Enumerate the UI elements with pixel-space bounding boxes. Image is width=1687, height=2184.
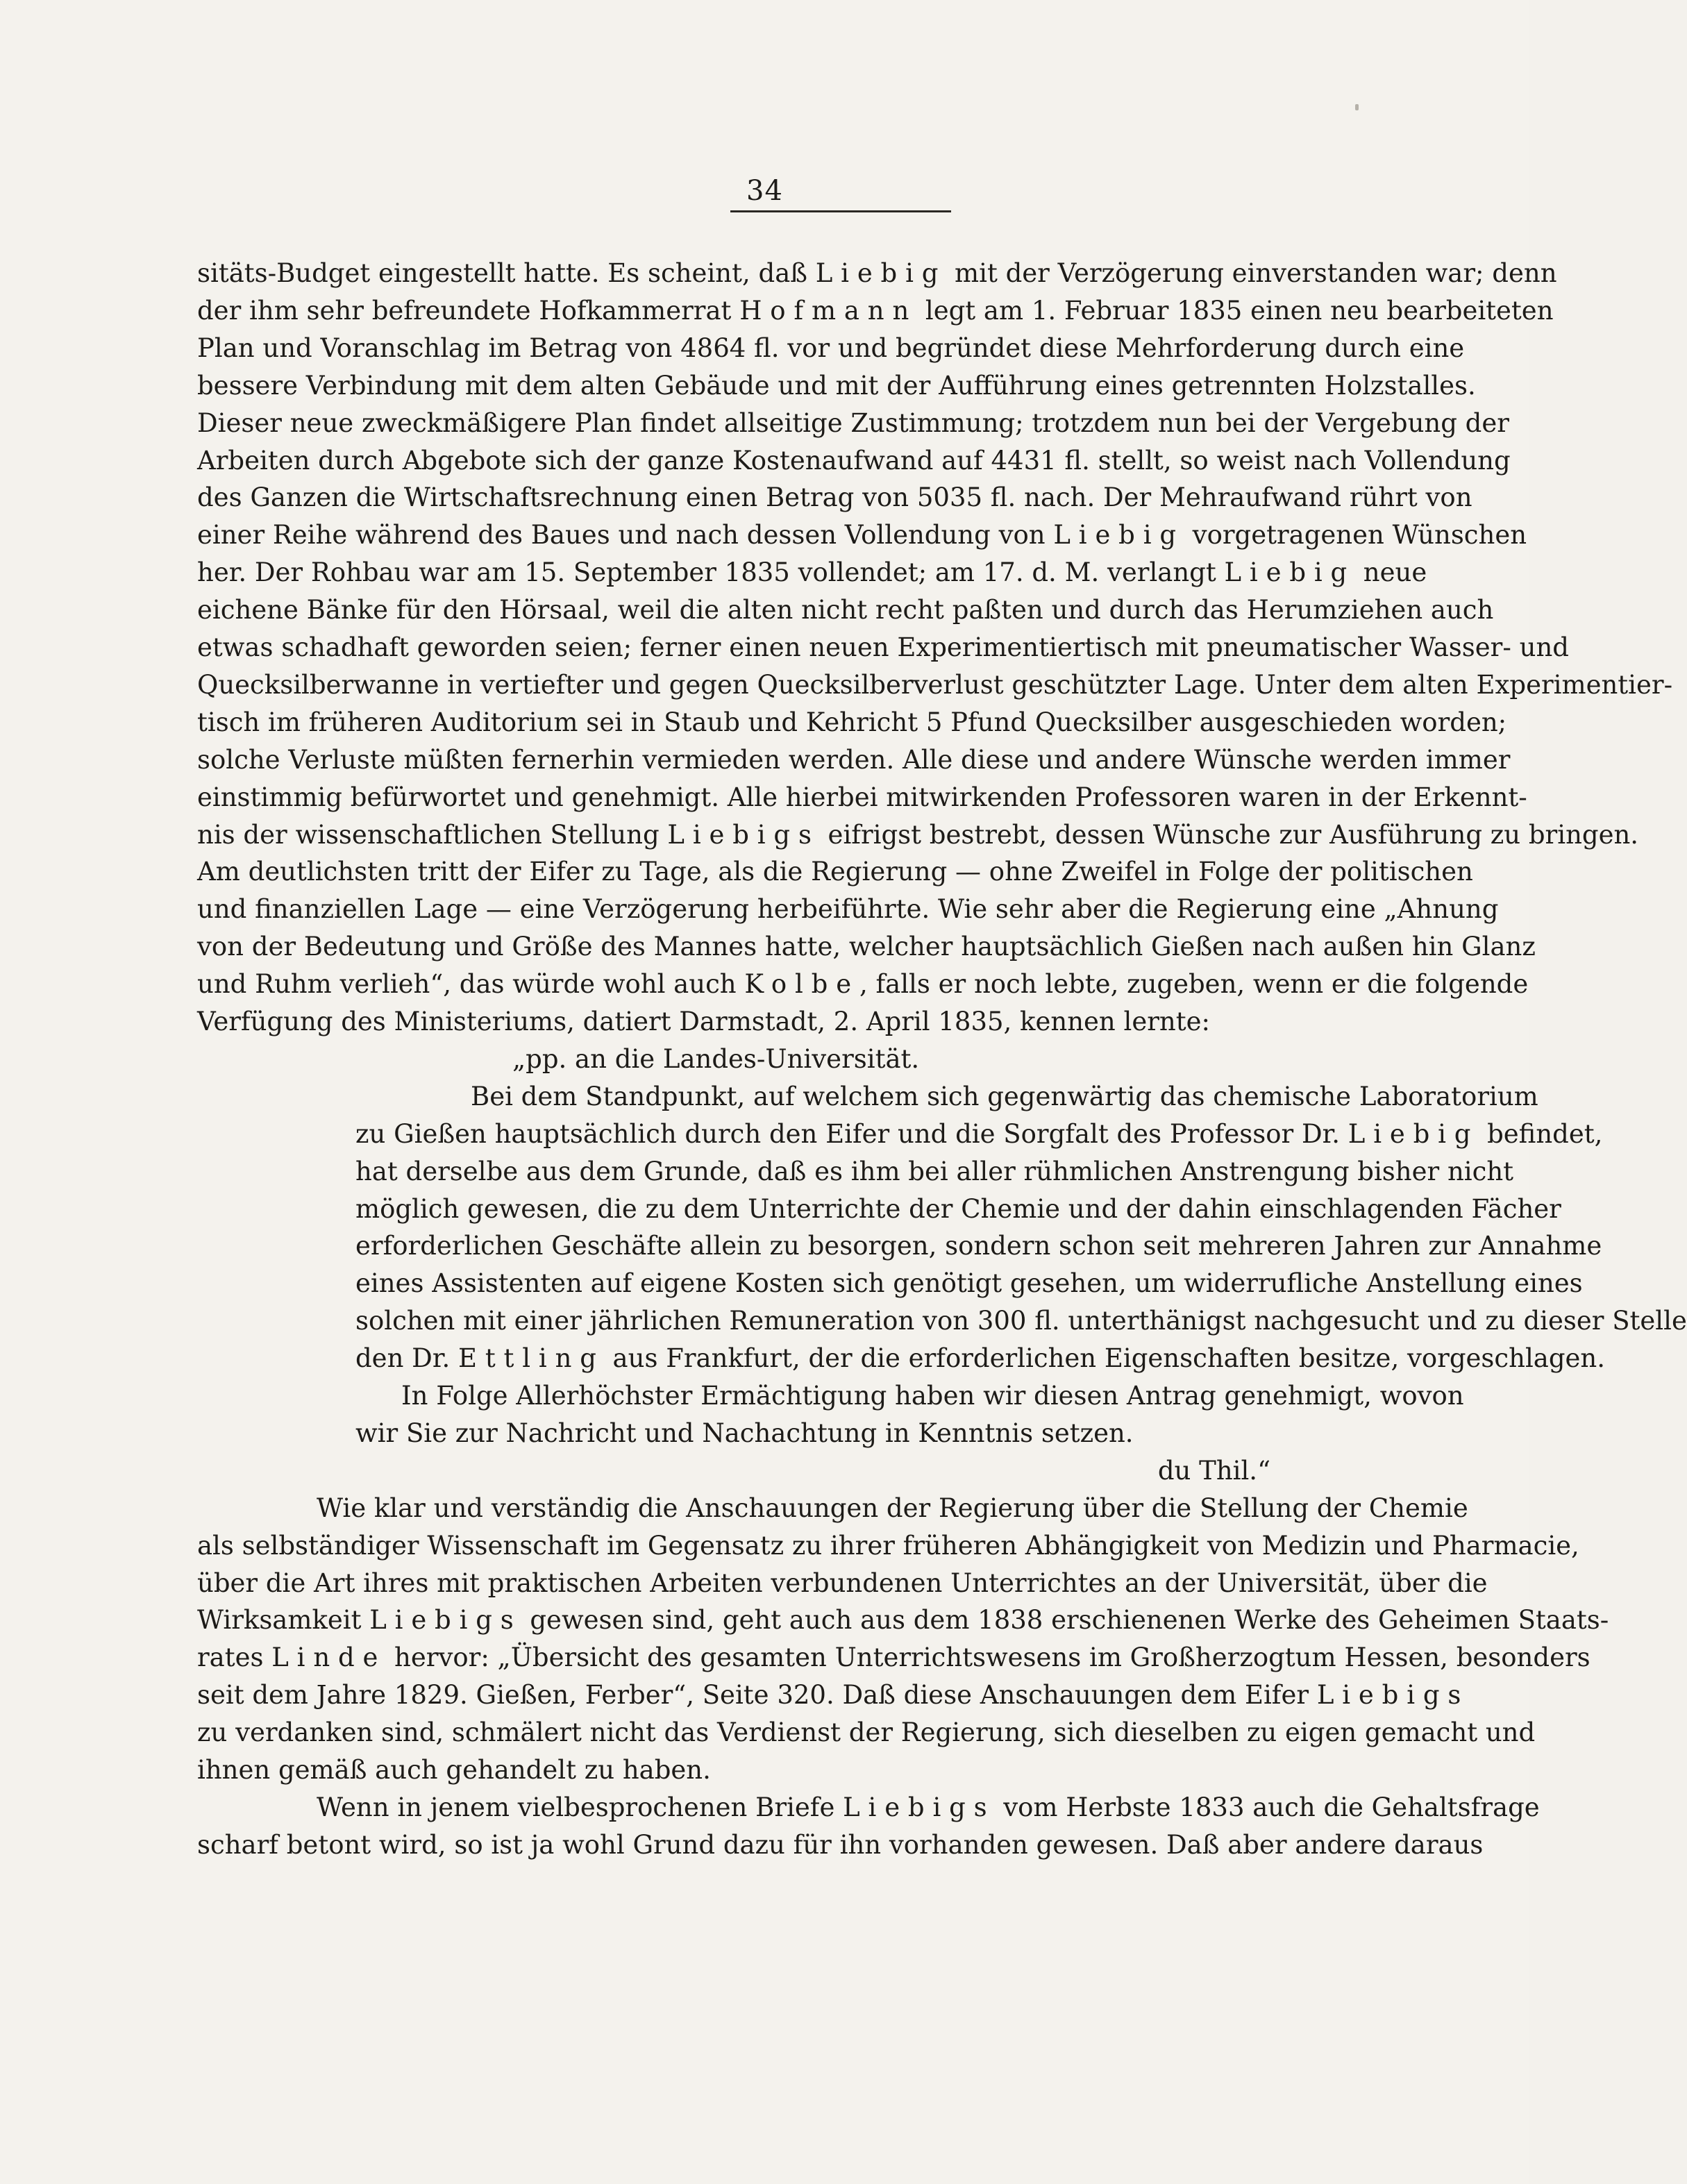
spaced-name: Liebig bbox=[1224, 557, 1356, 587]
text-line bbox=[355, 1415, 1134, 1452]
text-line bbox=[197, 1752, 711, 1789]
text-segment: mit der Verzögerung einverstanden war; denn bbox=[946, 258, 1557, 288]
text-line bbox=[197, 1527, 1579, 1565]
text-segment: legt am 1. Februar 1835 einen neu bearbeiteten bbox=[917, 296, 1554, 326]
text-segment: eifrigst bestrebt, dessen Wünsche zur Ausführung zu bringen. bbox=[819, 820, 1639, 850]
margin-mark bbox=[1355, 104, 1359, 110]
text-line bbox=[197, 330, 1465, 367]
text-line bbox=[355, 1340, 1606, 1377]
spaced-name: Ettling bbox=[458, 1343, 605, 1373]
text-line bbox=[317, 1789, 1540, 1826]
text-line bbox=[197, 1826, 1484, 1864]
text-line bbox=[197, 666, 1673, 704]
text-segment: etwas schadhaft geworden seien; ferner einen neuen Experimentiertisch mit pneumatischer Wasser- und bbox=[197, 632, 1569, 662]
text-segment: In Folge Allerhöchster Ermächtigung haben wir diesen Antrag genehmigt, wovon bbox=[401, 1381, 1464, 1411]
text-segment: seit dem Jahre 1829. Gießen, Ferber“, Seite 320. Daß diese Anschauungen dem Eifer bbox=[197, 1680, 1317, 1710]
text-segment: von der Bedeutung und Größe des Mannes hatte, welcher hauptsächlich Gießen nach außen hin Glanz bbox=[197, 932, 1536, 961]
text-line bbox=[1062, 1452, 1270, 1490]
text-segment: einer Reihe während des Baues und nach dessen Vollendung von bbox=[197, 520, 1054, 550]
text-segment: aus Frankfurt, der die erforderlichen Eigenschaften besitze, vorgeschlagen. bbox=[604, 1343, 1606, 1373]
spaced-name: Hofmann bbox=[739, 296, 918, 326]
text-line bbox=[197, 966, 1529, 1003]
text-segment: Am deutlichsten tritt der Eifer zu Tage, als die Regierung — ohne Zweifel in Folge der politischen bbox=[197, 857, 1473, 887]
text-segment: und Ruhm verlieh“, das würde wohl auch bbox=[197, 969, 745, 999]
spaced-name: Liebig bbox=[1348, 1119, 1479, 1149]
text-line bbox=[197, 554, 1427, 591]
text-line bbox=[197, 479, 1472, 516]
text-line bbox=[197, 292, 1554, 330]
text-line bbox=[355, 1227, 1602, 1265]
text-line bbox=[197, 629, 1569, 666]
text-line bbox=[355, 1265, 1583, 1302]
text-segment: Quecksilberwanne in vertiefter und gegen Quecksilberverlust geschützter Lage. Unter dem alten Experimentier- bbox=[197, 670, 1673, 700]
text-line bbox=[197, 928, 1536, 966]
text-segment: einstimmig befürwortet und genehmigt. Alle hierbei mitwirkenden Professoren waren in der Erkennt- bbox=[197, 782, 1527, 812]
text-segment: , falls er noch lebte, zugeben, wenn er die folgende bbox=[859, 969, 1529, 999]
text-line bbox=[197, 367, 1476, 405]
text-line bbox=[512, 1041, 1068, 1078]
text-segment: der ihm sehr befreundete Hofkammerrat bbox=[197, 296, 740, 326]
text-line bbox=[317, 1490, 1468, 1527]
text-line bbox=[197, 591, 1494, 629]
text-line bbox=[197, 704, 1507, 741]
text-segment: zu Gießen hauptsächlich durch den Eifer und die Sorgfalt des Professor Dr. bbox=[355, 1119, 1348, 1149]
text-segment: erforderlichen Geschäfte allein zu besorgen, sondern schon seit mehreren Jahren zur Annahme bbox=[355, 1231, 1602, 1261]
text-segment: Arbeiten durch Abgebote sich der ganze Kostenaufwand auf 4431 fl. stellt, so weist nach Vollendung bbox=[197, 446, 1511, 476]
spaced-name: Liebigs bbox=[843, 1792, 996, 1822]
text-line bbox=[355, 1116, 1603, 1153]
text-segment: vorgetragenen Wünschen bbox=[1184, 520, 1527, 550]
text-segment: Bei dem Standpunkt, auf welchem sich gegenwärtig das chemische Laboratorium bbox=[471, 1082, 1538, 1111]
text-line bbox=[197, 891, 1499, 928]
text-segment: ihnen gemäß auch gehandelt zu haben. bbox=[197, 1755, 711, 1785]
text-line bbox=[197, 516, 1527, 554]
text-segment: eichene Bänke für den Hörsaal, weil die alten nicht recht paßten und durch das Herumziehen auch bbox=[197, 595, 1494, 625]
spaced-name: Liebig bbox=[1053, 520, 1184, 550]
text-segment: du Thil.“ bbox=[1157, 1456, 1270, 1486]
spaced-name: Liebigs bbox=[667, 820, 820, 850]
text-segment: hervor: „Übersicht des gesamten Unterrichtswesens im Großherzogtum Hessen, besonders bbox=[386, 1643, 1591, 1672]
text-line bbox=[197, 1565, 1488, 1602]
text-segment: bessere Verbindung mit dem alten Gebäude und mit der Aufführung eines getrennten Holzstalles. bbox=[197, 371, 1476, 401]
text-segment: Dieser neue zweckmäßigere Plan findet allseitige Zustimmung; trotzdem nun bei der Vergebung der bbox=[197, 408, 1509, 438]
text-segment: neue bbox=[1355, 557, 1427, 587]
text-line bbox=[401, 1377, 1464, 1415]
text-segment: hat derselbe aus dem Grunde, daß es ihm bei aller rühmlichen Anstrengung bisher nicht bbox=[355, 1157, 1514, 1186]
text-segment: den Dr. bbox=[355, 1343, 458, 1373]
text-line bbox=[197, 1677, 1470, 1714]
text-segment: über die Art ihres mit praktischen Arbeiten verbundenen Unterrichtes an der Universität, über die bbox=[197, 1568, 1488, 1598]
text-line bbox=[197, 442, 1511, 480]
text-line bbox=[355, 1153, 1514, 1191]
text-segment: des Ganzen die Wirtschaftsrechnung einen Betrag von 5035 fl. nach. Der Mehraufwand rührt von bbox=[197, 482, 1472, 512]
text-segment: zu verdanken sind, schmälert nicht das Verdienst der Regierung, sich dieselben zu eigen gemacht und bbox=[197, 1717, 1536, 1747]
text-line bbox=[197, 1714, 1536, 1752]
text-segment: Wie klar und verständig die Anschauungen der Regierung über die Stellung der Chemie bbox=[317, 1493, 1468, 1523]
text-segment: tisch im früheren Auditorium sei in Staub und Kehricht 5 Pfund Quecksilber ausgeschieden worden; bbox=[197, 707, 1507, 737]
text-line bbox=[197, 741, 1511, 779]
text-segment: gewesen sind, geht auch aus dem 1838 erschienenen Werke des Geheimen Staats- bbox=[521, 1605, 1609, 1635]
text-segment: als selbständiger Wissenschaft im Gegensatz zu ihrer früheren Abhängigkeit von Medizin und Pharmacie, bbox=[197, 1531, 1579, 1561]
text-segment: solche Verluste müßten fernerhin vermieden werden. Alle diese und andere Wünsche werden immer bbox=[197, 745, 1511, 775]
text-segment: rates bbox=[197, 1643, 272, 1672]
text-segment: möglich gewesen, die zu dem Unterrichte der Chemie und der dahin einschlagenden Fächer bbox=[355, 1194, 1561, 1224]
text-line bbox=[197, 816, 1639, 854]
header-rule bbox=[730, 210, 951, 212]
spaced-name: Liebigs bbox=[1316, 1680, 1470, 1710]
text-line bbox=[197, 1003, 1210, 1041]
spaced-name: Liebig bbox=[815, 258, 947, 288]
text-line bbox=[197, 405, 1509, 442]
text-segment: Verfügung des Ministeriums, datiert Darmstadt, 2. April 1835, kennen lernte: bbox=[197, 1007, 1210, 1036]
text-segment: eines Assistenten auf eigene Kosten sich genötigt gesehen, um widerrufliche Anstellung eines bbox=[355, 1268, 1583, 1298]
text-line bbox=[197, 779, 1527, 816]
text-segment: und finanziellen Lage — eine Verzögerung herbeiführte. Wie sehr aber die Regierung eine „Ahnung bbox=[197, 894, 1499, 924]
text-segment: Wenn in jenem vielbesprochenen Briefe bbox=[317, 1792, 844, 1822]
text-line bbox=[197, 853, 1473, 891]
text-segment: her. Der Rohbau war am 15. September 1835 vollendet; am 17. d. M. verlangt bbox=[197, 557, 1225, 587]
spaced-name: Kolbe bbox=[744, 969, 859, 999]
text-segment: „pp. an die Landes-Universität. bbox=[512, 1044, 920, 1074]
text-line bbox=[355, 1302, 1687, 1340]
spaced-name: Liebigs bbox=[369, 1605, 522, 1635]
text-segment: nis der wissenschaftlichen Stellung bbox=[197, 820, 668, 850]
text-segment: Wirksamkeit bbox=[197, 1605, 370, 1635]
text-segment: solchen mit einer jährlichen Remuneration von 300 fl. unterthänigst nachgesucht und zu dieser Stelle bbox=[355, 1306, 1687, 1336]
text-line bbox=[197, 1602, 1609, 1639]
text-line bbox=[197, 255, 1557, 292]
text-segment: sitäts-Budget eingestellt hatte. Es scheint, daß bbox=[197, 258, 816, 288]
text-segment: scharf betont wird, so ist ja wohl Grund dazu für ihn vorhanden gewesen. Daß aber andere daraus bbox=[197, 1830, 1484, 1860]
spaced-name: Linde bbox=[271, 1643, 387, 1672]
text-line bbox=[471, 1078, 1538, 1116]
text-line bbox=[197, 1639, 1591, 1677]
text-segment: vom Herbste 1833 auch die Gehaltsfrage bbox=[995, 1792, 1540, 1822]
page-number: 34 bbox=[746, 175, 783, 207]
text-segment: befindet, bbox=[1479, 1119, 1603, 1149]
text-line bbox=[355, 1191, 1561, 1228]
text-segment: Plan und Voranschlag im Betrag von 4864 fl. vor und begründet diese Mehrforderung durch eine bbox=[197, 333, 1465, 363]
text-segment: wir Sie zur Nachricht und Nachachtung in Kenntnis setzen. bbox=[355, 1418, 1134, 1448]
